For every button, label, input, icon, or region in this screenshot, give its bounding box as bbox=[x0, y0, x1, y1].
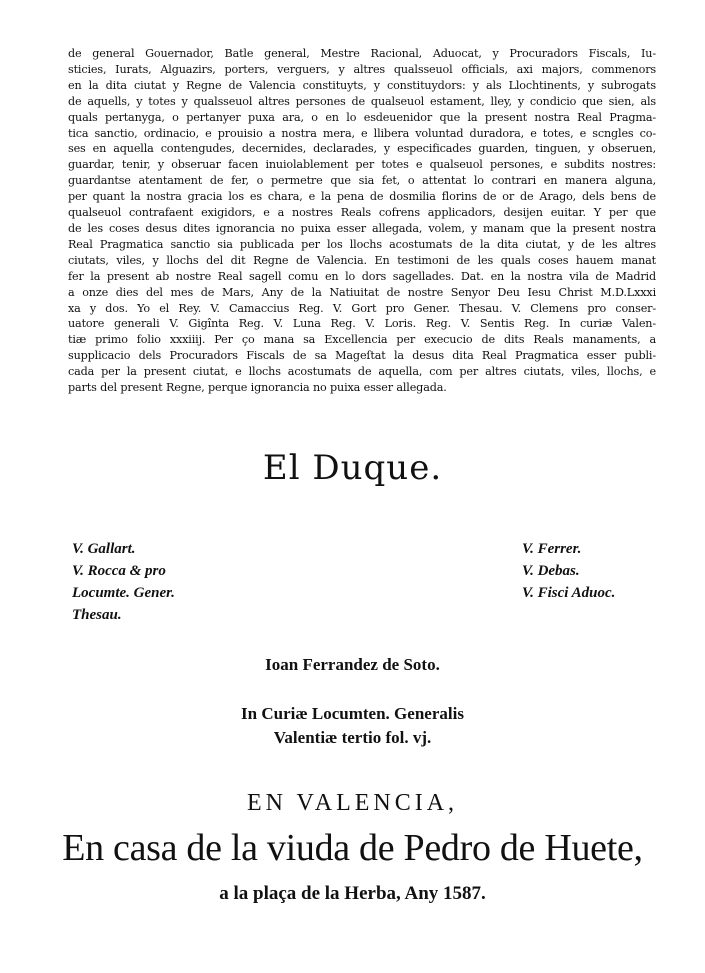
body-line: guardantse atentament de fer, o permetre que sia fet, o attentat lo contrari en manera alguna, bbox=[68, 174, 656, 188]
body-line: quals pertanyga, o pertanyer puxa ara, o en lo esdeuenidor que la present nostra Real Pragma- bbox=[68, 110, 656, 124]
body-line: Real Pragmatica sanctio sia publicada per los llochs acostumats de la dita ciutat, y de les altres bbox=[68, 237, 656, 251]
signatory-name: V. Gallart. bbox=[72, 541, 136, 557]
body-line: parts del present Regne, perque ignorancia no puixa esser allegada. bbox=[68, 381, 447, 395]
viceroy-signature: El Duque. bbox=[262, 448, 443, 488]
body-line: qualseuol contrafaent exigidors, e a nostres Reals cofrens applicadors, desijen euitar. Y per que bbox=[68, 206, 656, 220]
registry-line: In Curiæ Locumten. Generalis bbox=[241, 704, 464, 723]
signatory-name: V. Rocca & pro bbox=[72, 563, 166, 579]
registry-line: Valentiæ tertio fol. vj. bbox=[273, 728, 432, 747]
signatory-name: V. Debas. bbox=[522, 563, 580, 579]
signatories-right bbox=[522, 538, 615, 604]
body-line: sticies, Iurats, Alguazirs, porters, verguers, y altres qualsseuol officials, axi majors, commenors bbox=[68, 62, 656, 76]
body-line: de les coses desus dites ignorancia no puixa esser allegada, volem, y manam que la present nostra bbox=[68, 221, 656, 235]
body-line: en la dita ciutat y Regne de Valencia constituyts, y constituydors: y als Llochtinents, y subrogats bbox=[68, 78, 656, 92]
body-line: fer la present ab nostre Real sagell comu en lo dors sagellades. Dat. en la nostra vila de Madrid bbox=[68, 269, 656, 283]
body-line: de aquells, y totes y qualsseuol altres persones de qualseuol estament, lley, y condicio que sien, als bbox=[68, 94, 656, 108]
body-line: uatore generali V. Gigînta Reg. V. Luna Reg. V. Loris. Reg. V. Sentis Reg. In curiæ Valen- bbox=[68, 317, 656, 331]
body-line: a onze dies del mes de Mars, Any de la Natiuitat de nostre Senyor Deu Iesu Christ M.D.Lxxxi bbox=[68, 285, 656, 299]
signatory-name: Thesau. bbox=[72, 607, 122, 623]
body-line: tica sanctio, ordinacio, e prouisio a nostra mera, e llibera voluntad duradora, e totes, e scngles co- bbox=[68, 126, 656, 140]
body-line: de general Gouernador, Batle general, Mestre Racional, Aduocat, y Procuradors Fiscals, Iu- bbox=[68, 47, 656, 60]
imprint-address: a la plaça de la Herba, Any 1587. bbox=[219, 883, 486, 904]
decree-body-text bbox=[68, 46, 656, 396]
signatory-name: V. Ferrer. bbox=[522, 541, 582, 557]
signatory-name: V. Fisci Aduoc. bbox=[522, 585, 616, 601]
signatory-name: Locumte. Gener. bbox=[72, 585, 175, 601]
imprint-printer: En casa de la viuda de Pedro de Huete, bbox=[62, 827, 643, 869]
body-line: ses en aquella contengudes, decernides, declarades, y especificades guarden, tinguen, y obseruen, bbox=[68, 142, 656, 156]
body-line: cada per la present ciutat, e llochs acostumats de aquella, com per altres ciutats, viles, llochs, e bbox=[68, 365, 656, 379]
imprint-city: EN VALENCIA, bbox=[246, 790, 459, 816]
body-line: guardar, tenir, y obseruar facen inuiolablement per totes e qualseuol persones, e subdits nostres: bbox=[68, 158, 656, 172]
body-line: ciutats, viles, y llochs del dit Regne de Valencia. En testimoni de les quals coses hauem manat bbox=[68, 253, 656, 267]
body-line: xa y dos. Yo el Rey. V. Camaccius Reg. V. Gort pro Gener. Thesau. V. Clemens pro conser- bbox=[68, 301, 656, 315]
body-line: per quant la nostra gracia los es chara, e la pena de dosmilia florins de or de Arago, dels bens de bbox=[68, 190, 656, 204]
signatories-left bbox=[72, 538, 175, 626]
secretary-name: Ioan Ferrandez de Soto. bbox=[265, 655, 440, 674]
body-line: tiæ primo folio xxxiiij. Per ço mana sa Excellencia per execucio de dits Reals manaments, a bbox=[68, 333, 656, 347]
body-line: supplicacio dels Procuradors Fiscals de sa Mageſtat la desus dita Real Pragmatica esser publi- bbox=[68, 349, 656, 363]
